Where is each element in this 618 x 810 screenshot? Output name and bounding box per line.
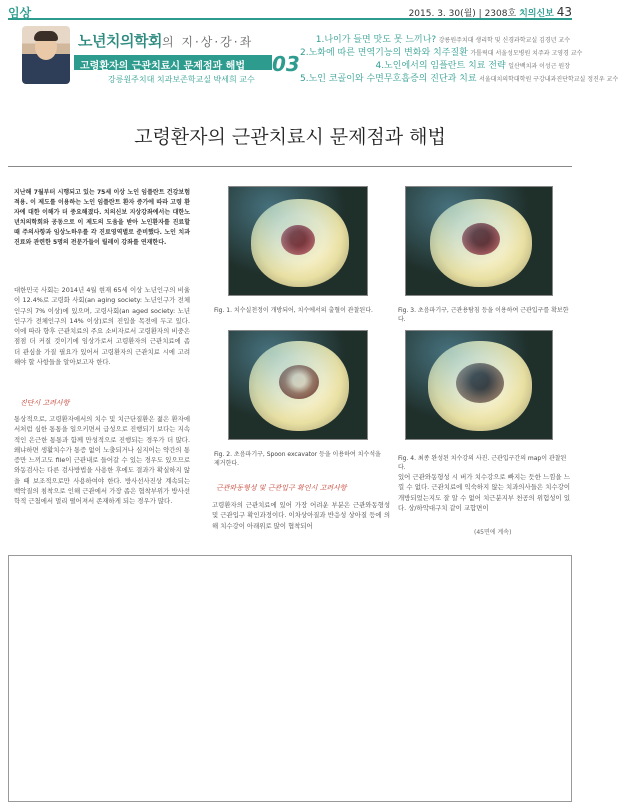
issue-info: 2015. 3. 30(월) | 2308호 치의신보 43 — [408, 5, 572, 19]
series-number: 03 — [272, 52, 300, 76]
title-divider — [8, 166, 572, 167]
body-paragraph-2: 통상적으로, 고령환자에서의 치수 및 치근단질환은 젊은 환자에서처럼 심한 통통을 일으키면서 급성으로 진행되기 보다는 지속적인 은근한 통통과 함께 만성적으로 진행되는 경우가 더 많다. 왜냐하면 생활치수가 통증 없이 노출되거나 심지어는 약간의 통증만 느끼고도 file이 근관내로 들어갈 수 있는 경우도 있으므로 와동검사는 다른 검사방법을 사용한 후에도 결과가 확실하지 않을 때 보조적으로만 사용하여야 한다. 방사선사진상 계속되는 백악질의 침착으로 인해 근관에서 가장 좁은 협착부위가 방사선학적 근첨에서 멀리 떨어져서 존재하게 되는 경우가 많다. — [14, 415, 190, 506]
advertisement-area — [8, 555, 572, 802]
continued-note: (45면에 계속) — [474, 529, 512, 536]
page-number: 43 — [556, 5, 572, 19]
body-paragraph-4: 있어 근관와동형성 시 버가 치수강으로 빠지는 듯한 느낌을 느낄 수 없다. 근관치료에 익숙하지 않는 치과의사들은 치수강이 개방되었는지도 잘 알 수 없어 치근분지부 천공의 위험성이 있다. 상/하악대구치 같이 교합면이 — [398, 473, 570, 512]
issue-number: 2308호 — [484, 9, 517, 19]
figure-4-caption: Fig. 4. 최종 완성된 치수강의 사진. 근관입구간의 map이 관찰된다. — [398, 455, 567, 471]
series-title-bar: 고령환자의 근관치료시 문제점과 해법 — [74, 55, 272, 70]
society-title: 노년치의학회의 지·상·강·좌 — [78, 32, 254, 50]
series-list — [300, 34, 618, 86]
article-lead: 지난해 7월부터 시행되고 있는 75세 이상 노인 임플란트 건강보험 적용. 이 제도를 이용하는 노인 임플란트 환자 증가에 따라 고령 환자에 대한 이해가 더 중요해졌다. 치의신보 지상강좌에서는 대한노년치의학회와 공동으로 이 제도의 도움을 받아 노인환자를 진료할 때 주의사항과 임상노하우를 각 진료영역별로 준비했다. 노인 치과진료와 관련한 5명의 전문가들이 릴레이 강좌를 연재한다. — [14, 189, 190, 246]
figure-3-image — [405, 186, 553, 296]
figure-1-caption: Fig. 1. 치수실천정이 개방되어, 치수에서의 출혈이 관찰된다. — [214, 307, 373, 314]
figure-4-image — [405, 330, 553, 440]
subhead-diagnosis: 진단시 고려사항 — [20, 399, 70, 407]
series-item: 2.노화에 따른 면역기능의 변화와 치주질환 가톨릭대 서울성모병원 치주과 고영경 교수 — [300, 48, 583, 58]
series-item: 1.나이가 들면 맛도 못 느끼나? 강릉원주치대 생리학 및 신경과학교실 김경년 교수 — [315, 35, 570, 45]
article-title: 고령환자의 근관치료시 문제점과 해법 — [134, 126, 446, 148]
figure-2-image — [228, 330, 368, 440]
subhead-access-cavity: 근관와동형성 및 근관입구 확인시 고려사항 — [216, 484, 347, 492]
issue-date: 2015. 3. 30(월) — [408, 9, 476, 19]
section-label: 임상 — [8, 6, 32, 20]
page-header — [8, 4, 572, 20]
figure-3-caption: Fig. 3. 초음파기구, 근관용탐침 등을 이용하여 근관입구를 확보한다. — [398, 307, 569, 323]
newspaper-name: 치의신보 — [519, 9, 554, 19]
body-paragraph-1: 대한민국 사회는 2014년 4월 현재 65세 이상 노년인구의 비율이 12.4%로 고령화 사회(an aging society: 노년인구가 전체인구의 7% 이상)에 있으며, 고령사회(an aged society: 노년인구가 전체인구의 14% 이상)로의 진입을 목전에 두고 있다. 이에 따라 향후 근관치료의 주요 소비자로서 고령환자의 비중은 점점 더 커질 것이기에 임상가로서 고령환자의 근관치료에 좀 더 관심을 가질 필요가 있어서 고령환자의 근관치료 시에 고려해야 할 사항들을 알아보고자 한다. — [14, 286, 190, 367]
author-affiliation: 강릉원주치대 치과보존학교실 박세희 교수 — [108, 75, 255, 84]
figure-2-caption: Fig. 2. 초음파기구, Spoon excavator 등을 이용하여 치수석을 제거한다. — [214, 451, 381, 467]
author-photo — [22, 26, 70, 84]
body-paragraph-3: 고령환자의 근관치료에 있어 가장 어려운 부분은 근관와동형성 및 근관입구 확인과정이다. 이차상아질과 반응성 상아질 등에 의해 치수강이 아래위로 많이 협착되어 — [212, 501, 390, 530]
figure-1-image — [228, 186, 368, 296]
series-item: 5.노인 코골이와 수면무호흡증의 진단과 치료 서울대치의학대학원 구강내과진단학교실 정진우 교수 — [300, 74, 618, 84]
series-item: 4.노인에서의 임플란트 치료 전략 일산백치과 이성근 원장 — [375, 61, 570, 71]
